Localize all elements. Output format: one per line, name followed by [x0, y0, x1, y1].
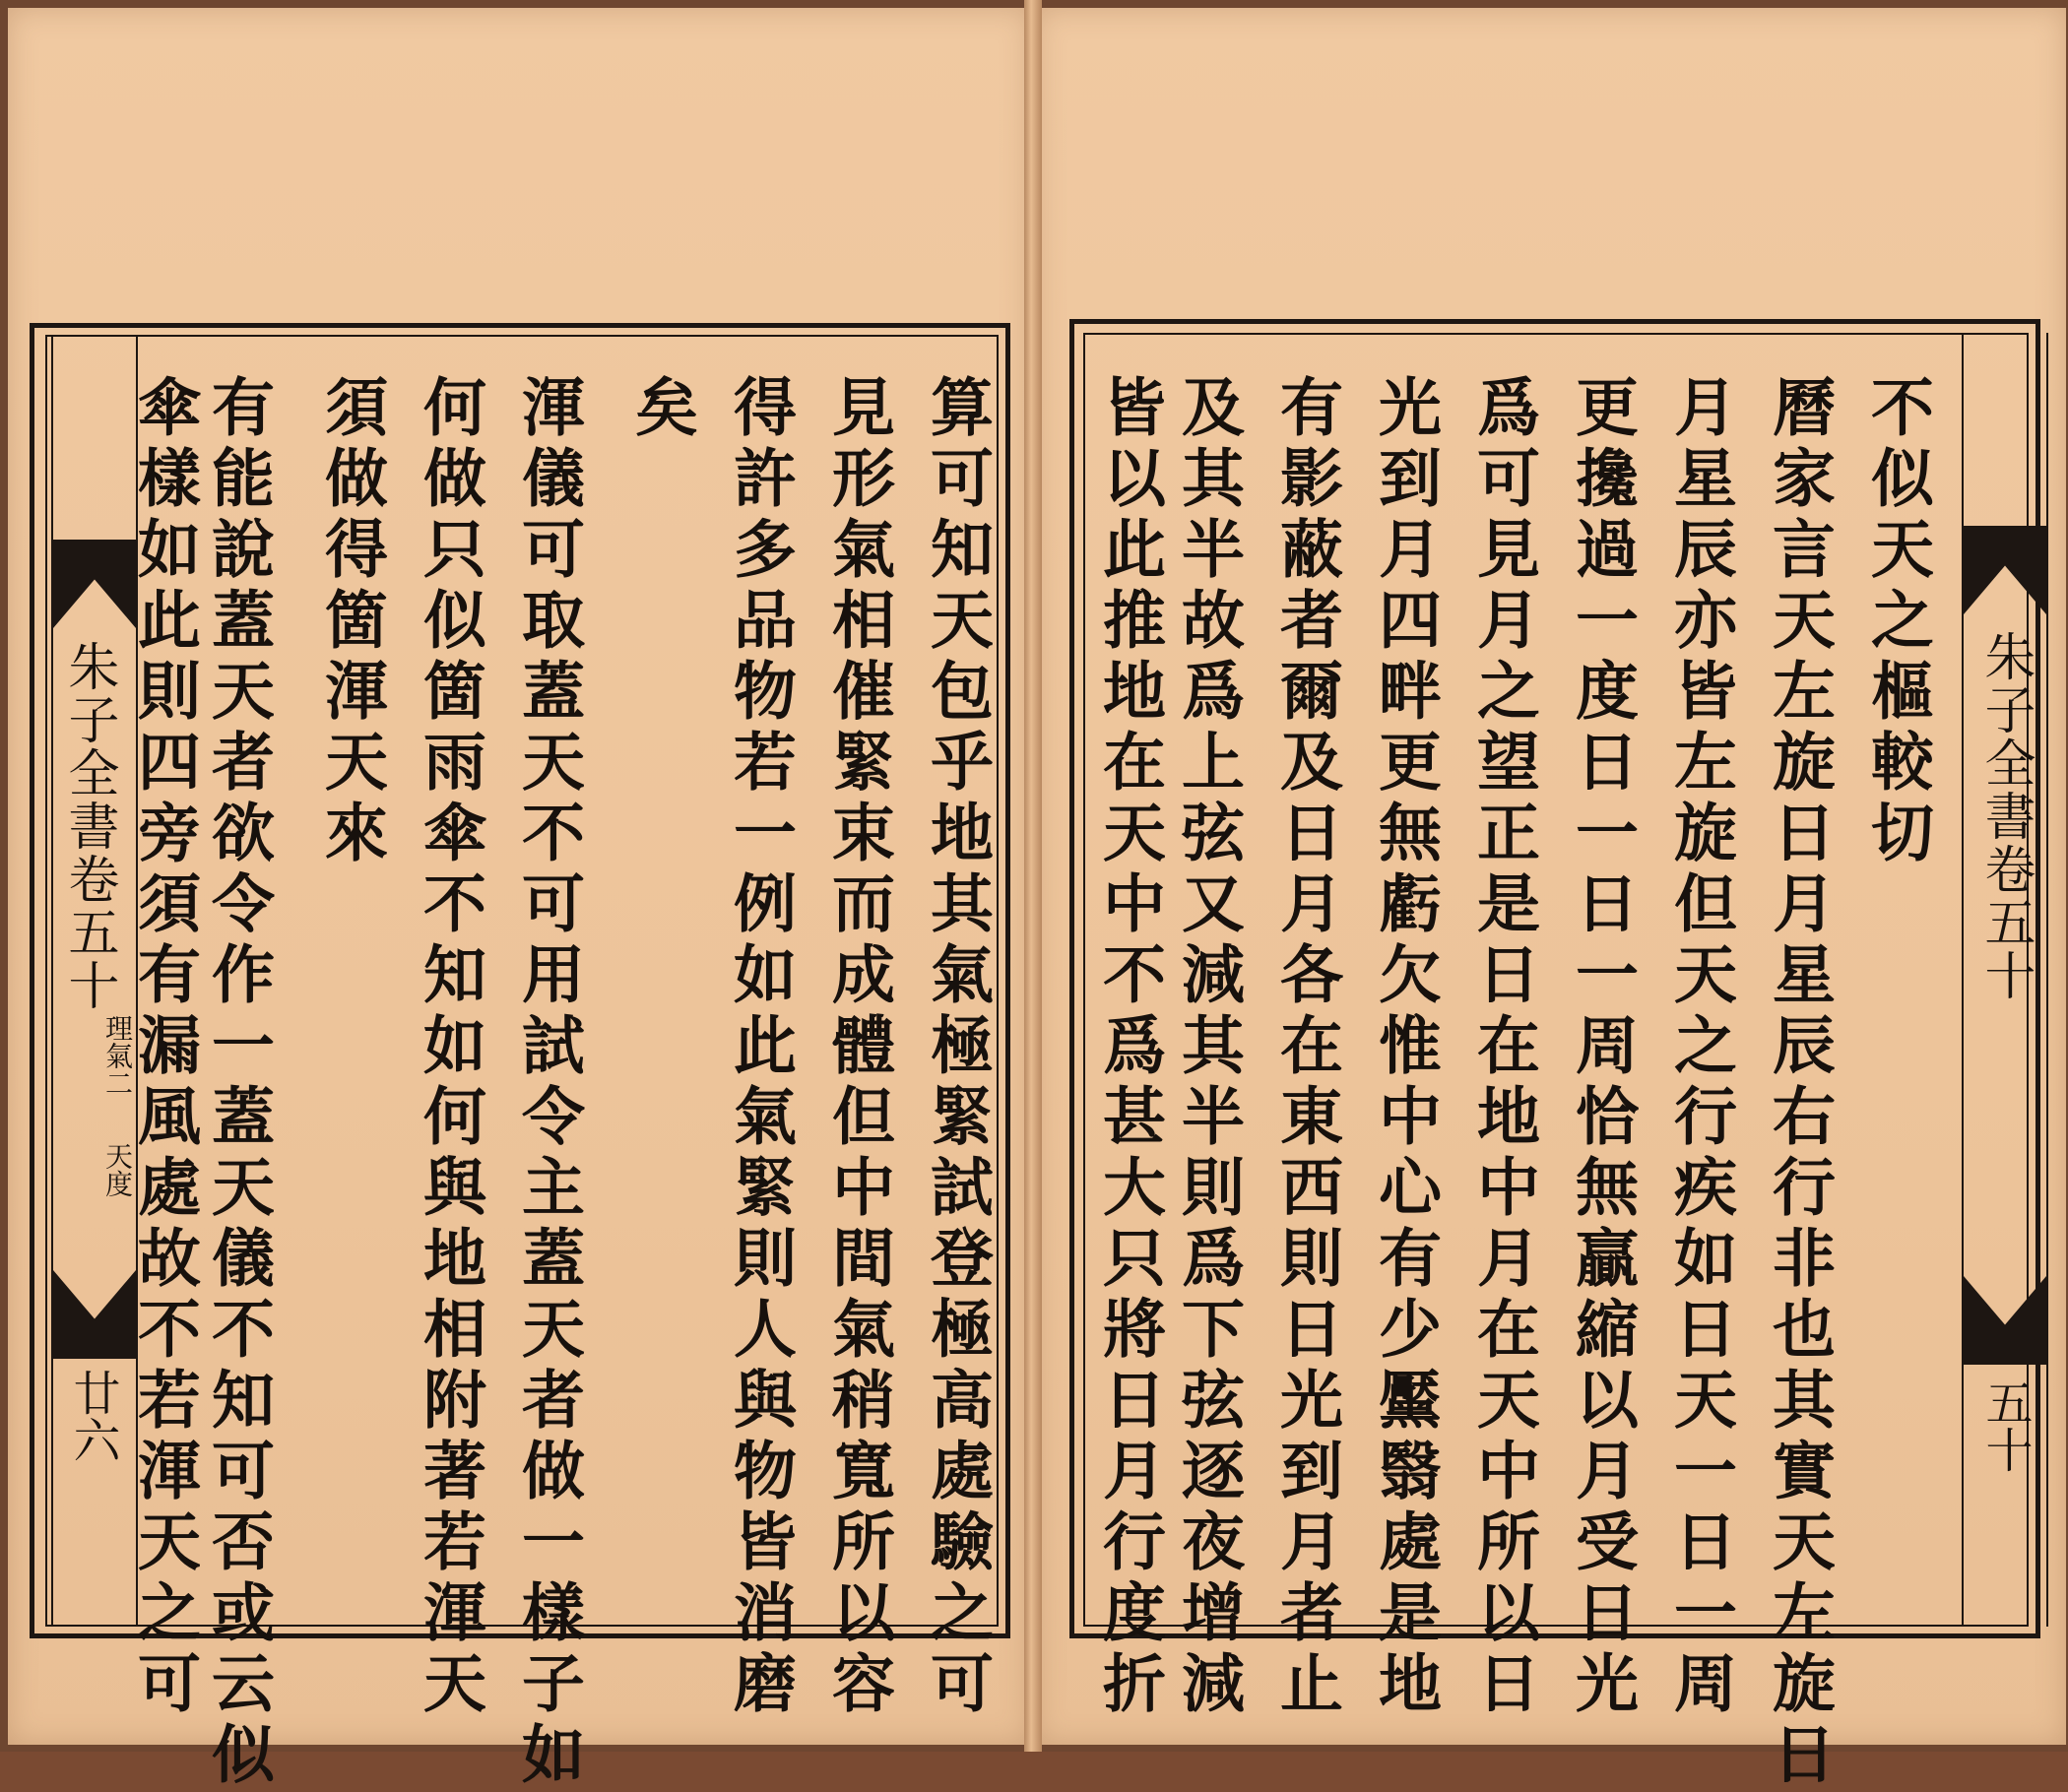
- text-column: 及其半故爲上弦又減其半則爲下弦逐夜增減: [1171, 374, 1245, 1721]
- text-column: 得許多品物若一例如此氣緊則人與物皆消磨: [723, 374, 797, 1721]
- left-margin-section: 理氣二: [101, 1014, 134, 1097]
- text-column: 算可知天包乎地其氣極緊試登極高處驗之可: [920, 374, 994, 1721]
- right-margin-title: 朱子全書卷五十: [1975, 630, 2035, 1002]
- text-column: 爲可見月之望正是日在地中月在天中所以日: [1466, 374, 1540, 1721]
- text-column: 傘樣如此則四旁須有漏風處故不若渾天之可: [127, 374, 201, 1721]
- right-page-number: 五十: [1977, 1378, 2033, 1473]
- text-column: 曆家言天左旋日月星辰右行非也其實天左旋日: [1762, 374, 1836, 1792]
- text-column: 有影蔽者爾及日月各在東西則日光到月者止: [1269, 374, 1343, 1721]
- text-column: 月星辰亦皆左旋但天之行疾如日天一日一周: [1663, 374, 1737, 1721]
- text-column: 有能說蓋天者欲令作一蓋天儀不知可否或云似: [201, 374, 275, 1792]
- left-margin-subsection: 天度: [101, 1142, 134, 1197]
- left-margin-title: 朱子全書卷五十: [59, 640, 118, 1012]
- text-column: 須做得箇渾天來: [314, 374, 388, 870]
- text-column: 更攙過一度日一日一周恰無贏縮以月受日光: [1565, 374, 1639, 1721]
- text-column: 何做只似箇雨傘不知如何與地相附著若渾天: [413, 374, 486, 1721]
- text-column: 不似天之樞較切: [1860, 374, 1934, 870]
- text-column: 渾儀可取蓋天不可用試令主蓋天者做一樣子如: [511, 374, 585, 1792]
- text-column: 皆以此推地在天中不爲甚大只將日月行度折: [1092, 374, 1166, 1721]
- text-column: 光到月四畔更無虧欠惟中心有少黶翳處是地: [1368, 374, 1442, 1721]
- text-column: 見形氣相催緊束而成體但中間氣稍寬所以容: [821, 374, 895, 1721]
- text-column: 矣: [624, 374, 698, 445]
- book-gutter: [1024, 0, 1042, 1752]
- left-page-number: 廿六: [65, 1369, 120, 1463]
